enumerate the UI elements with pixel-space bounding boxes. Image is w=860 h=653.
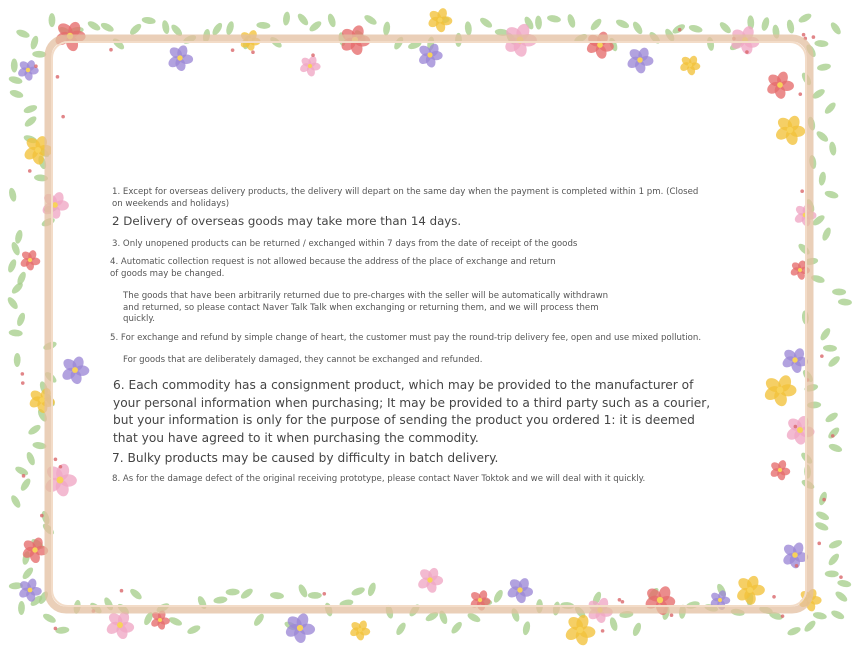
leaf-icon (14, 353, 21, 367)
flower-icon (781, 541, 808, 570)
notice-item-1: 1. Except for overseas delivery products, the delivery will depart on the same day when the payment is completed within 1 pm. (Closed on weekends and holidays) (112, 187, 699, 209)
leaf-icon (837, 579, 852, 588)
notice-item-4: 4. Automatic collection request is not allowed because the address of the place of exchange and return of goods may be changed. (110, 257, 556, 279)
leaf-icon (239, 587, 254, 601)
berry-dot (831, 434, 835, 438)
leaf-icon (818, 171, 827, 186)
flower-icon (769, 459, 790, 481)
berry-dot (56, 75, 60, 79)
leaf-icon (326, 13, 337, 28)
leaf-icon (830, 609, 846, 621)
leaf-icon (14, 465, 30, 477)
berry-dot (22, 474, 26, 478)
berry-dot (794, 425, 798, 429)
leaf-icon (23, 104, 38, 115)
leaf-icon (464, 21, 472, 36)
leaf-icon (815, 129, 830, 143)
berry-dot (120, 589, 124, 593)
leaf-icon (15, 28, 31, 39)
leaf-icon (14, 229, 24, 244)
leaf-icon (827, 354, 842, 368)
berry-dot (621, 600, 625, 604)
leaf-icon (350, 586, 366, 597)
leaf-icon (27, 423, 42, 436)
leaf-icon (226, 588, 240, 595)
berry-dot (618, 598, 622, 602)
leaf-icon (492, 589, 505, 605)
leaf-icon (29, 35, 39, 50)
leaf-icon (797, 12, 813, 25)
notice-item-6: 6. Each commodity has a consignment product, which may be provided to the manufacturer of your personal information when purchasing; It may be provided to a third party such as a courier, but your information is only for the purpose of sending the product you ordered 1: it is deemed that you have agreed to it when purchasing the commodity. (113, 378, 711, 446)
berry-dot (54, 627, 58, 631)
leaf-icon (824, 189, 839, 199)
leaf-icon (128, 22, 143, 37)
flower-icon (679, 55, 701, 77)
berry-dot (822, 498, 826, 502)
leaf-icon (211, 21, 224, 36)
berry-dot (601, 629, 605, 633)
berry-dot (231, 48, 235, 52)
notice-item-4-note: The goods that have been arbitrarily returned due to pre-charges with the seller will be automatically withdrawn and returned, so please contact Naver Talk Talk when exchanging or returning them, and we will process them quickly. (123, 291, 609, 325)
leaf-icon (21, 566, 35, 581)
notice-item-8: 8. As for the damage defect of the original receiving prototype, please contact Naver Toktok and we will deal with it quickly. (112, 474, 646, 484)
leaf-icon (823, 101, 838, 116)
leaf-icon (225, 20, 235, 35)
flower-icon (19, 249, 40, 271)
leaf-icon (19, 477, 32, 492)
berry-dot (21, 381, 25, 385)
flower-icon (104, 610, 134, 640)
leaf-icon (363, 13, 378, 26)
leaf-icon (55, 626, 70, 634)
berry-dot (820, 354, 824, 358)
leaf-icon (631, 20, 644, 35)
leaf-icon (213, 596, 228, 605)
leaf-icon (6, 295, 20, 310)
leaf-icon (608, 616, 618, 631)
flower-icon (505, 577, 533, 605)
leaf-icon (812, 611, 827, 620)
leaf-icon (49, 13, 56, 27)
flower-icon (762, 374, 796, 408)
leaf-icon (825, 570, 839, 577)
leaf-icon (11, 59, 18, 73)
berry-dot (54, 458, 58, 462)
leaf-icon (8, 187, 18, 202)
leaf-icon (86, 19, 102, 32)
leaf-icon (786, 625, 802, 637)
leaf-icon (522, 621, 532, 636)
leaf-icon (450, 620, 464, 635)
flower-icon (298, 55, 320, 77)
leaf-icon (826, 426, 841, 441)
leaf-icon (32, 51, 46, 58)
leaf-icon (815, 510, 831, 522)
leaf-icon (256, 21, 270, 29)
leaf-icon (141, 16, 156, 25)
leaf-icon (297, 583, 309, 599)
berry-dot (34, 64, 38, 68)
leaf-icon (814, 40, 828, 48)
berry-dot (745, 50, 749, 54)
leaf-icon (834, 590, 849, 604)
berry-dot (311, 53, 315, 57)
leaf-icon (631, 622, 642, 638)
leaf-icon (535, 15, 542, 29)
leaf-icon (8, 329, 23, 337)
leaf-icon (803, 619, 818, 634)
leaf-icon (838, 298, 852, 306)
flower-icon (166, 44, 193, 72)
notice-item-7: 7. Bulky products may be caused by difficulty in batch delivery. (112, 451, 499, 465)
leaf-icon (832, 288, 846, 295)
leaf-icon (18, 601, 25, 615)
flower-icon (774, 114, 806, 146)
leaf-icon (9, 494, 22, 510)
leaf-icon (566, 13, 577, 28)
leaf-icon (25, 451, 37, 467)
leaf-icon (270, 591, 285, 599)
leaf-icon (9, 89, 24, 100)
leaf-icon (828, 141, 837, 156)
leaf-icon (282, 11, 290, 26)
leaf-icon (8, 75, 23, 85)
leaf-icon (814, 521, 830, 533)
leaf-icon (615, 18, 631, 30)
berry-dot (798, 92, 802, 96)
notice-item-5-note: For goods that are deliberately damaged, they cannot be exchanged and refunded. (123, 355, 483, 365)
leaf-icon (10, 241, 21, 257)
leaf-icon (128, 587, 143, 601)
flower-icon (426, 7, 452, 34)
berry-dot (59, 465, 63, 469)
berry-dot (678, 28, 682, 32)
flower-icon (765, 70, 794, 100)
flower-icon (625, 46, 653, 74)
notice-item-5: 5. For exchange and refund by simple change of heart, the customer must pay the round-trip delivery fee, open and use mixed pollution. (110, 333, 702, 343)
leaf-icon (394, 621, 407, 636)
leaf-icon (824, 411, 839, 424)
leaf-icon (828, 538, 844, 550)
leaf-icon (161, 20, 170, 35)
berry-dot (21, 372, 25, 376)
leaf-icon (308, 19, 323, 33)
leaf-icon (296, 12, 310, 27)
flower-icon (349, 619, 371, 641)
berry-dot (839, 575, 843, 579)
berry-dot (28, 169, 32, 173)
flower-icon (60, 355, 89, 385)
flower-icon (735, 574, 765, 606)
notice-item-2: 2 Delivery of overseas goods may take more than 14 days. (112, 214, 462, 228)
leaf-icon (186, 624, 202, 636)
leaf-icon (252, 612, 266, 627)
flower-icon (780, 347, 808, 374)
leaf-icon (478, 16, 493, 30)
leaf-icon (760, 16, 770, 31)
berry-dot (817, 542, 821, 546)
berry-dot (802, 33, 806, 37)
berry-dot (251, 50, 255, 54)
leaf-icon (786, 19, 796, 34)
leaf-icon (816, 63, 831, 72)
berry-dot (322, 592, 326, 596)
leaf-icon (42, 612, 58, 625)
flower-icon (416, 567, 443, 595)
leaf-icon (688, 24, 703, 34)
leaf-icon (546, 14, 561, 23)
berry-dot (772, 595, 776, 599)
leaf-icon (821, 226, 833, 242)
berry-dot (795, 564, 799, 568)
berry-dot (670, 613, 674, 617)
berry-dot (800, 189, 804, 193)
berry-dot (61, 115, 65, 119)
berry-dot (40, 514, 44, 518)
notice-item-3: 3. Only unopened products can be returned / exchanged within 7 days from the date of receipt of the goods (112, 239, 578, 249)
berry-dot (109, 48, 113, 52)
leaf-icon (829, 21, 843, 36)
leaf-icon (6, 258, 18, 274)
berry-dot (812, 35, 816, 39)
leaf-icon (382, 21, 390, 36)
leaf-icon (718, 20, 733, 35)
leaf-icon (308, 592, 322, 599)
berry-dot (781, 614, 785, 618)
leaf-icon (827, 552, 841, 567)
leaf-icon (589, 17, 603, 32)
flower-decorations (6, 7, 852, 647)
leaf-icon (828, 442, 843, 453)
leaf-icon (823, 345, 837, 352)
leaf-icon (15, 312, 26, 327)
leaf-icon (100, 21, 116, 34)
leaf-icon (23, 114, 38, 128)
leaf-icon (819, 327, 833, 342)
flower-icon (283, 612, 315, 645)
leaf-icon (168, 616, 184, 628)
leaf-icon (366, 582, 377, 597)
